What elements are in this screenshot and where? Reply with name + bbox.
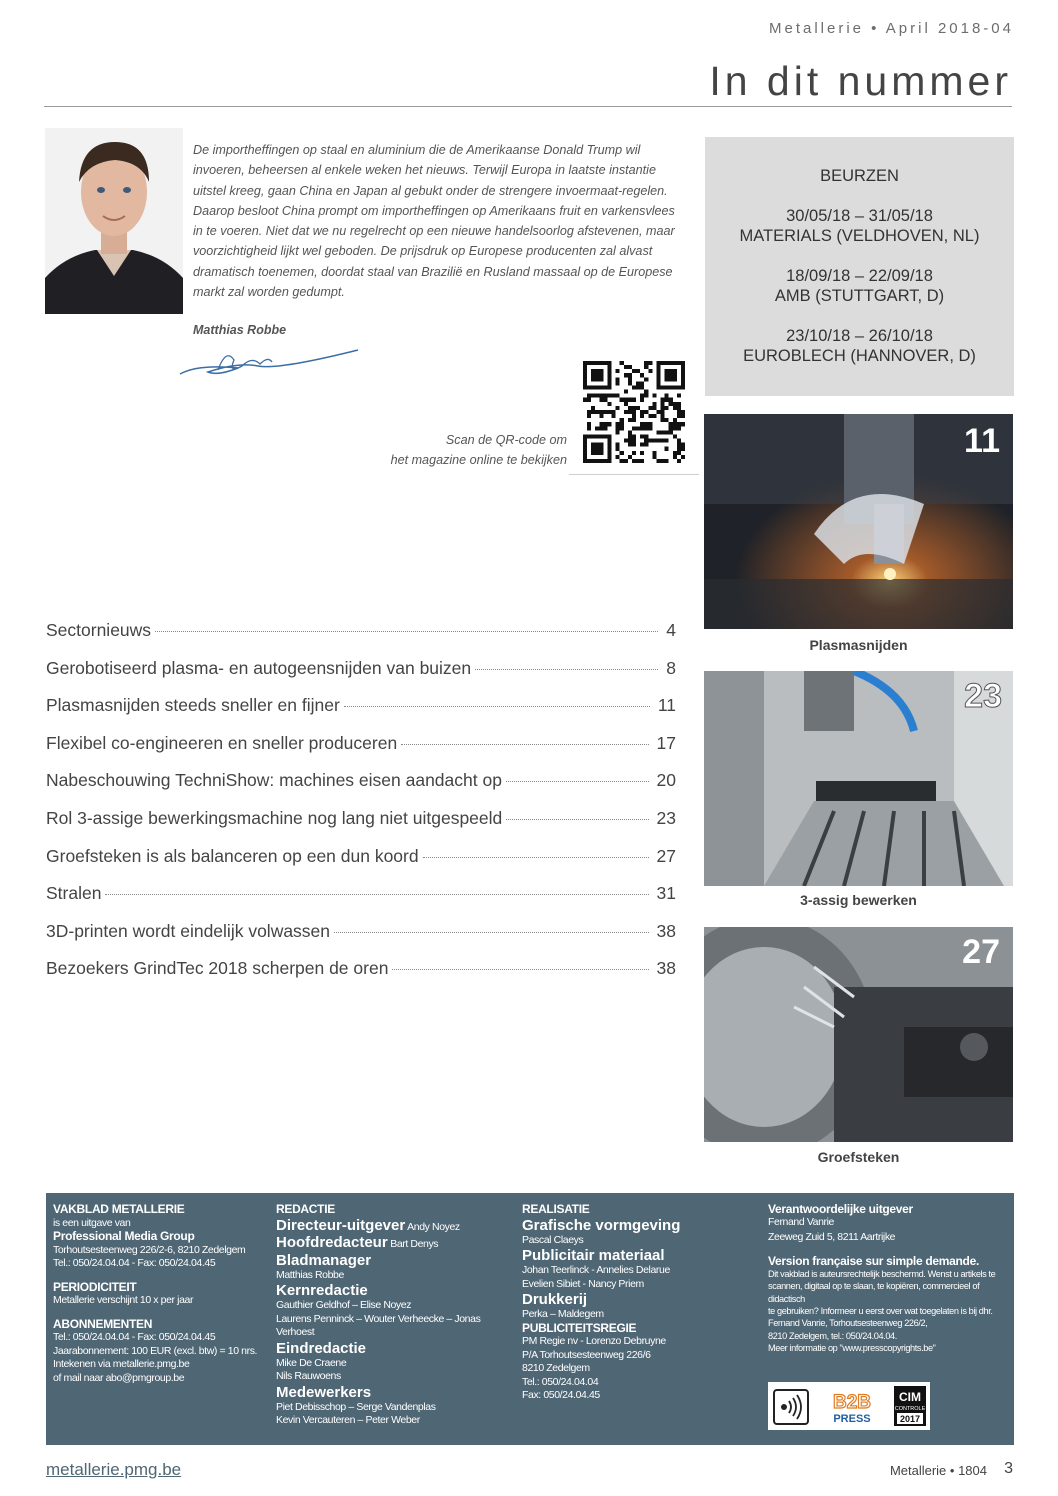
fairs-heading: BEURZEN [820,167,899,185]
colophon-line [53,1372,268,1386]
colophon-value: Piet Debisschop – Serge Vandenplas [276,1400,436,1413]
toc-row[interactable] [46,770,676,794]
colophon-heading: PUBLICITEITSREGIE [522,1320,637,1335]
toc-row[interactable] [46,883,676,907]
colophon-heading: REALISATIE [522,1202,590,1216]
colophon-value: Perka – Maldegem [522,1308,604,1320]
colophon-value: Bart Denys [390,1238,439,1250]
colophon-line: is een uitgave van [53,1216,131,1229]
toc-row[interactable] [46,733,676,757]
qr-caption-line-2: het magazine online te bekijken [390,453,567,467]
toc-leader [155,631,658,632]
fair-dates-1: 30/05/18 – 31/05/18 [786,207,933,225]
toc-page: 38 [656,921,676,941]
author-signature-image [178,342,362,382]
toc-page: 27 [656,846,676,866]
colophon-role: Directeur-uitgever [276,1216,406,1234]
editorial-text: De importheffingen op staal en aluminium die de Amerikaanse Donald Trump wil invoeren, beheersen al enkele weken het nieuws. Terwijl Europa in laatste instantie uitstel kreeg, gaan China en Japan al gebukt onder de strengere invoermaat-regelen. Daarop besloot China prompt om importheffingen op Amerikaans fruit en varkensvlees in te voeren. Niet dat we nu regelrecht op een nieuwe handelsoorlog afstevenen, maar voorzichtigheid lijkt wel geboden. De prijsdruk op Europese producenten zal alvast dramatisch toenemen, doordat staal van Brazilië en Rusland massaal op de Europese markt zal worden gedumpt. [193,143,675,300]
subscribe-link[interactable]: Intekenen via metallerie.pmg.be [53,1358,190,1370]
feature-page-number-3: 27 [962,933,1000,971]
toc-row[interactable] [46,958,676,982]
colophon-line: Zeeweg Zuid 5, 8211 Aartrijke [768,1231,896,1244]
colophon-heading: Version française sur simple demande. [768,1254,979,1269]
fair-dates-2: 18/09/18 – 22/09/18 [786,267,933,285]
colophon-role: Grafische vormgeving [522,1216,681,1234]
feature-photo-grooving[interactable] [704,927,1013,1142]
colophon-line: Jaarabonnement: 100 EUR (excl. btw) = 10 nrs. [53,1344,258,1357]
colophon-line: scannen, digitaal op te slaan, te kopiëren, commercieel of didactisch [768,1281,980,1304]
toc-row[interactable] [46,921,676,945]
colophon-responsible-column [768,1203,1012,1355]
subscribe-mail-link[interactable]: of mail naar abo@pmgroup.be [53,1371,185,1384]
page-title: In dit nummer [709,58,1012,104]
website-link[interactable]: metallerie.pmg.be [46,1460,182,1479]
colophon-heading: REDACTIE [276,1202,335,1216]
toc-page: 8 [666,658,676,678]
colophon-value: Nils Rauwoens [276,1370,341,1382]
colophon-editorial-column [276,1203,516,1428]
qr-caption [340,430,567,470]
colophon-line: Tel.: 050/24.04.04 - Fax: 050/24.04.45 [53,1331,216,1343]
colophon-value: Evelien Sibiet - Nancy Priem [522,1277,644,1290]
colophon-line: Meer informatie op "www.presscopyrights.be" [768,1343,936,1354]
colophon-line: te gebruiken? Informeer u eerst over wat toegelaten is bij dhr. [768,1306,993,1317]
toc-title: Bezoekers GrindTec 2018 scherpen de oren [46,958,389,978]
toc-title: 3D-printen wordt eindelijk volwassen [46,921,331,941]
toc-title: Plasmasnijden steeds sneller en fijner [46,695,340,715]
colophon-value: Johan Teerlinck - Annelies Delarue [522,1264,670,1276]
b2b-press-logo [833,1392,871,1425]
colophon-value: P/A Torhoutsesteenweg 226/6 [522,1348,651,1361]
colophon-heading: PERIODICITEIT [53,1279,137,1294]
toc-leader [506,819,648,820]
author-portrait-image [45,128,183,314]
colophon-line: Fernand Vanrie, Torhoutsesteenweg 226/2, [768,1318,928,1329]
colophon-line: Dit vakblad is auteursrechtelijk beschermd. Wenst u artikels te [768,1268,996,1279]
toc-leader [506,781,649,782]
feature-photo-plasma[interactable] [704,414,1013,629]
colophon-role: Drukkerij [522,1291,588,1308]
b2b-logo-text: B2B [832,1392,872,1413]
feature-caption-3: Groefsteken [817,1149,900,1165]
colophon-role: Kernredactie [276,1282,368,1299]
colophon-value: Gauthier Geldhof – Elise Noyez [276,1299,412,1311]
toc-page: 31 [656,883,676,903]
qr-divider [569,474,699,475]
toc-row[interactable] [46,846,676,870]
cim-controle-text: CONTROLE [894,1406,926,1412]
fair-dates-3: 23/10/18 – 26/10/18 [786,327,933,345]
toc-title: Groefsteken is als balanceren op een dun koord [46,846,419,866]
toc-page: 38 [656,958,676,978]
toc-row[interactable] [46,620,676,644]
colophon-line: Fernand Vanrie [768,1216,834,1229]
toc-row[interactable] [46,808,676,832]
fairs-box [705,137,1014,396]
toc-leader [401,744,648,745]
colophon-role: Bladmanager [276,1251,372,1269]
toc-title: Gerobotiseerd plasma- en autogeensnijden van buizen [46,658,472,678]
colophon-line: Professional Media Group [53,1229,195,1243]
certification-logos [768,1382,930,1430]
colophon-heading: ABONNEMENTEN [53,1316,153,1331]
toc-title: Rol 3-assige bewerkingsmachine nog lang niet uitgespeeld [46,808,503,828]
press-logo-text: PRESS [833,1413,871,1425]
toc-title: Stralen [46,883,102,903]
colophon-role: Eindredactie [276,1339,367,1357]
editorial-author: Matthias Robbe [193,323,287,337]
toc-row[interactable] [46,658,676,682]
toc-leader [105,894,648,895]
colophon-value: Matthias Robbe [276,1268,344,1281]
cim-logo-text: CIM [899,1390,921,1404]
heading-divider [44,106,1012,107]
colophon-value: Andy Noyez [407,1220,460,1233]
qr-code-image[interactable] [583,361,685,463]
colophon-value: Kevin Vercauteren – Peter Weber [276,1414,420,1426]
colophon-value: Pascal Claeys [522,1233,584,1246]
colophon-role: Publicitair materiaal [522,1247,665,1264]
toc-page: 20 [656,770,676,790]
colophon-publisher-column [53,1203,268,1385]
colophon [46,1193,1014,1445]
toc-leader [392,969,648,970]
toc-page: 4 [666,620,676,640]
footer-publication: Metallerie • 1804 [889,1463,987,1478]
toc-title: Flexibel co-engineeren en sneller produceren [46,733,398,753]
fair-name-3: EUROBLECH (HANNOVER, D) [743,347,976,365]
colophon-line: Metallerie verschijnt 10 x per jaar [53,1294,194,1306]
toc-title: Sectornieuws [46,620,152,640]
issue-line: Metallerie • April 2018-04 [768,20,1014,37]
colophon-line: Tel.: 050/24.04.04 - Fax: 050/24.04.45 [53,1257,216,1269]
sound-logo-icon [774,1390,808,1424]
colophon-line [53,1358,268,1372]
fair-name-2: AMB (STUTTGART, D) [774,287,945,305]
colophon-value: 8210 Zedelgem [522,1362,590,1374]
colophon-role: Medewerkers [276,1383,372,1401]
feature-page-number-2: 23 [964,677,1002,715]
toc-page: 23 [656,808,676,828]
cim-logo [894,1386,926,1426]
colophon-line: Torhoutsesteenweg 226/2-6, 8210 Zedelgem [53,1243,246,1256]
feature-page-number-1: 11 [964,422,1000,460]
feature-caption-2: 3-assig bewerken [800,892,917,908]
feature-photo-milling[interactable] [704,671,1013,886]
colophon-value: Fax: 050/24.04.45 [522,1389,600,1401]
colophon-line: 8210 Zedelgem, tel.: 050/24.04.04. [768,1330,897,1341]
colophon-value: Mike De Craene [276,1356,347,1369]
page-number: 3 [1004,1460,1013,1477]
toc-leader [344,706,650,707]
colophon-heading: VAKBLAD METALLERIE [53,1202,185,1216]
colophon-heading: Verantwoordelijke uitgever [768,1202,913,1216]
qr-caption-line-1: Scan de QR-code om [445,433,567,447]
colophon-role: Hoofdredacteur [276,1234,388,1251]
colophon-value: Laurens Penninck – Wouter Verheecke – Jonas Verhoest [276,1312,481,1338]
feature-caption-1: Plasmasnijden [809,637,908,653]
fair-name-1: MATERIALS (VELDHOVEN, NL) [739,227,980,245]
colophon-value: PM Regie nv - Lorenzo Debruyne [522,1335,666,1347]
toc-title: Nabeschouwing TechniShow: machines eisen aandacht op [46,770,502,790]
colophon-value: Tel.: 050/24.04.04 [522,1375,599,1388]
toc-leader [475,669,658,670]
toc-page: 11 [657,695,676,715]
colophon-production-column [522,1203,752,1403]
toc-page: 17 [656,733,676,753]
toc-leader [423,857,649,858]
toc-row[interactable] [46,695,676,719]
toc-leader [334,932,649,933]
cim-year-text: 2017 [899,1414,921,1424]
